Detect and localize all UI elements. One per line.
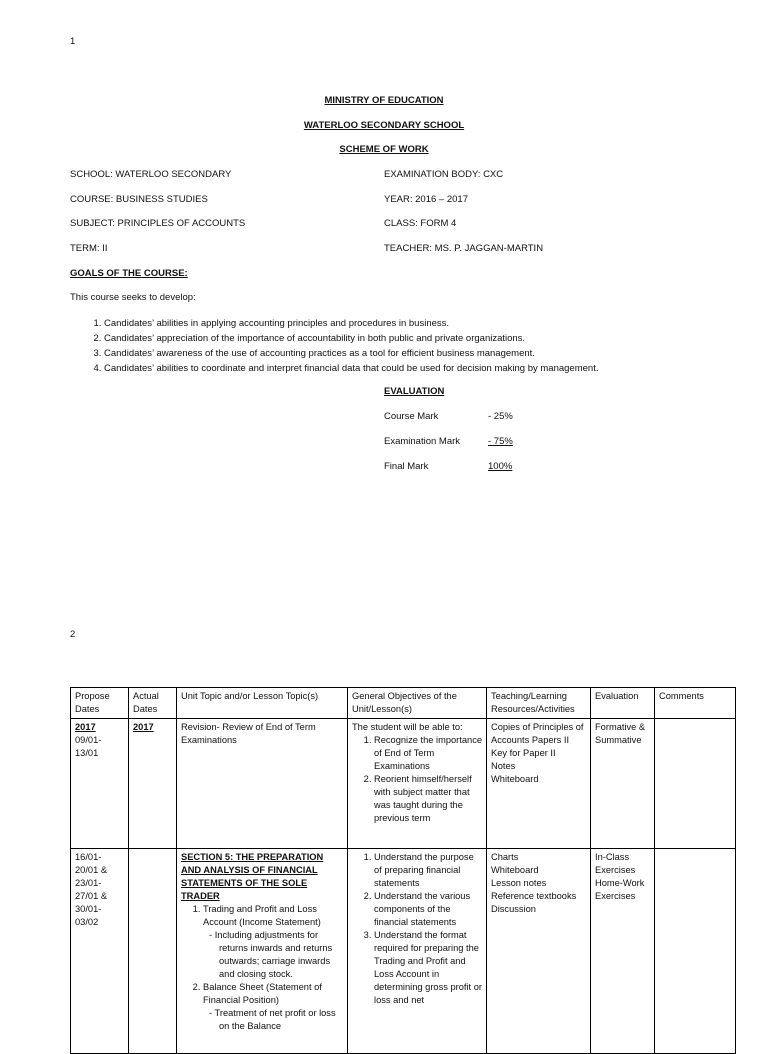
- resources-cell: [487, 849, 591, 1054]
- unit-topic-text: Revision- Review of End of Term Examinations: [181, 722, 316, 745]
- topic-item: [203, 981, 343, 1033]
- header-evaluation: Evaluation: [591, 688, 655, 719]
- resource-item: Copies of Principles of Accounts Papers II: [491, 722, 584, 745]
- document-title: SCHEME OF WORK: [339, 144, 429, 155]
- section-title: SECTION 5: THE PREPARATION AND ANALYSIS OF FINANCIAL STATEMENTS OF THE SOLE TRADER: [181, 852, 324, 901]
- school-heading: WATERLOO SECONDARY SCHOOL: [303, 120, 465, 131]
- comments-cell: [655, 849, 736, 1054]
- header-actual-dates: Actual Dates: [129, 688, 177, 719]
- info-teacher: TEACHER: MS. P. JAGGAN-MARTIN: [384, 243, 544, 254]
- evaluation-text: Formative & Summative: [595, 722, 646, 745]
- goals-list: [70, 316, 598, 376]
- info-term: TERM: II: [70, 243, 108, 254]
- page-number: 2: [70, 629, 76, 640]
- dates-text: 16/01- 20/01 & 23/01- 27/01 & 30/01- 03/02: [75, 852, 108, 927]
- unit-topic-cell: [177, 849, 348, 1054]
- resource-item: Whiteboard: [491, 774, 539, 784]
- info-exam-body: EXAMINATION BODY: CXC: [384, 169, 504, 180]
- goals-intro: This course seeks to develop:: [70, 292, 196, 303]
- evaluation-label: Examination Mark: [384, 436, 461, 447]
- resource-item: Reference textbooks: [491, 891, 577, 901]
- header-propose-dates: Propose Dates: [71, 688, 129, 719]
- evaluation-cell: [591, 849, 655, 1054]
- subtopic-item: - Treatment of net profit or loss on the Balance: [219, 1007, 343, 1033]
- info-school: SCHOOL: WATERLOO SECONDARY: [70, 169, 232, 180]
- header-objectives: General Objectives of the Unit/Lesson(s): [348, 688, 487, 719]
- resource-item: Notes: [491, 761, 516, 771]
- subtopic-item: - Including adjustments for returns inwards and returns outwards; carriage inwards and closing stock.: [219, 929, 343, 981]
- objectives-cell: [348, 719, 487, 849]
- propose-dates-cell: [71, 849, 129, 1054]
- evaluation-value: - 25%: [488, 411, 513, 422]
- resource-item: Whiteboard: [491, 865, 539, 875]
- year-label: 2017: [75, 722, 96, 732]
- objective-item: 2. Reorient himself/herself with subject matter that was taught during the previous term: [374, 773, 482, 825]
- objectives-intro: The student will be able to:: [352, 722, 463, 732]
- header-comments: Comments: [655, 688, 736, 719]
- topic-title: Balance Sheet (Statement of Financial Position): [203, 982, 322, 1005]
- header-resources: Teaching/Learning Resources/Activities: [487, 688, 591, 719]
- scheme-table: [70, 687, 736, 1054]
- objective-item: 1. Recognize the importance of End of Term Examinations: [374, 734, 482, 773]
- goals-heading: GOALS OF THE COURSE:: [70, 268, 188, 279]
- actual-dates-cell: [129, 849, 177, 1054]
- evaluation-label: Final Mark: [384, 461, 429, 472]
- page-number: 1: [70, 36, 76, 47]
- resource-item: Discussion: [491, 904, 536, 914]
- goal-item: 4. Candidates’ abilities to coordinate and interpret financial data that could be used for decision making by management.: [104, 361, 598, 376]
- info-year: YEAR: 2016 – 2017: [384, 194, 468, 205]
- resource-item: Charts: [491, 852, 519, 862]
- objective-item: 3. Understand the format required for preparing the Trading and Profit and Loss Account in determining gross profit or loss and net: [374, 929, 482, 1007]
- objectives-cell: [348, 849, 487, 1054]
- evaluation-heading: EVALUATION: [384, 386, 445, 397]
- info-class: CLASS: FORM 4: [384, 218, 457, 229]
- actual-dates-cell: [129, 719, 177, 849]
- year-label: 2017: [133, 722, 154, 732]
- evaluation-value: - 75%: [488, 436, 513, 447]
- ministry-heading: MINISTRY OF EDUCATION: [324, 95, 444, 106]
- topic-item: [203, 903, 343, 981]
- table-row: [71, 719, 736, 849]
- comments-cell: [655, 719, 736, 849]
- topic-title: Trading and Profit and Loss Account (Income Statement): [203, 904, 321, 927]
- header-unit-topic: Unit Topic and/or Lesson Topic(s): [177, 688, 348, 719]
- objective-item: 2. Understand the various components of the financial statements: [374, 890, 482, 929]
- info-course: COURSE: BUSINESS STUDIES: [70, 194, 208, 205]
- evaluation-label: Course Mark: [384, 411, 439, 422]
- info-subject: SUBJECT: PRINCIPLES OF ACCOUNTS: [70, 218, 246, 229]
- unit-topic-cell: [177, 719, 348, 849]
- resource-item: Lesson notes: [491, 878, 547, 888]
- resource-item: Key for Paper II: [491, 748, 556, 758]
- goal-item: 2. Candidates’ appreciation of the importance of accountability in both public and private organizations.: [104, 331, 598, 346]
- dates-text: 09/01- 13/01: [75, 735, 102, 758]
- resources-cell: [487, 719, 591, 849]
- goal-item: 3. Candidates’ awareness of the use of accounting practices as a tool for efficient business management.: [104, 346, 598, 361]
- evaluation-value: 100%: [488, 461, 513, 472]
- goal-item: 1. Candidates’ abilities in applying accounting principles and procedures in business.: [104, 316, 598, 331]
- table-header-row: [71, 688, 736, 719]
- evaluation-text: In-Class Exercises Home-Work Exercises: [595, 852, 645, 901]
- table-row: [71, 849, 736, 1054]
- propose-dates-cell: [71, 719, 129, 849]
- objective-item: 1. Understand the purpose of preparing financial statements: [374, 851, 482, 890]
- evaluation-cell: [591, 719, 655, 849]
